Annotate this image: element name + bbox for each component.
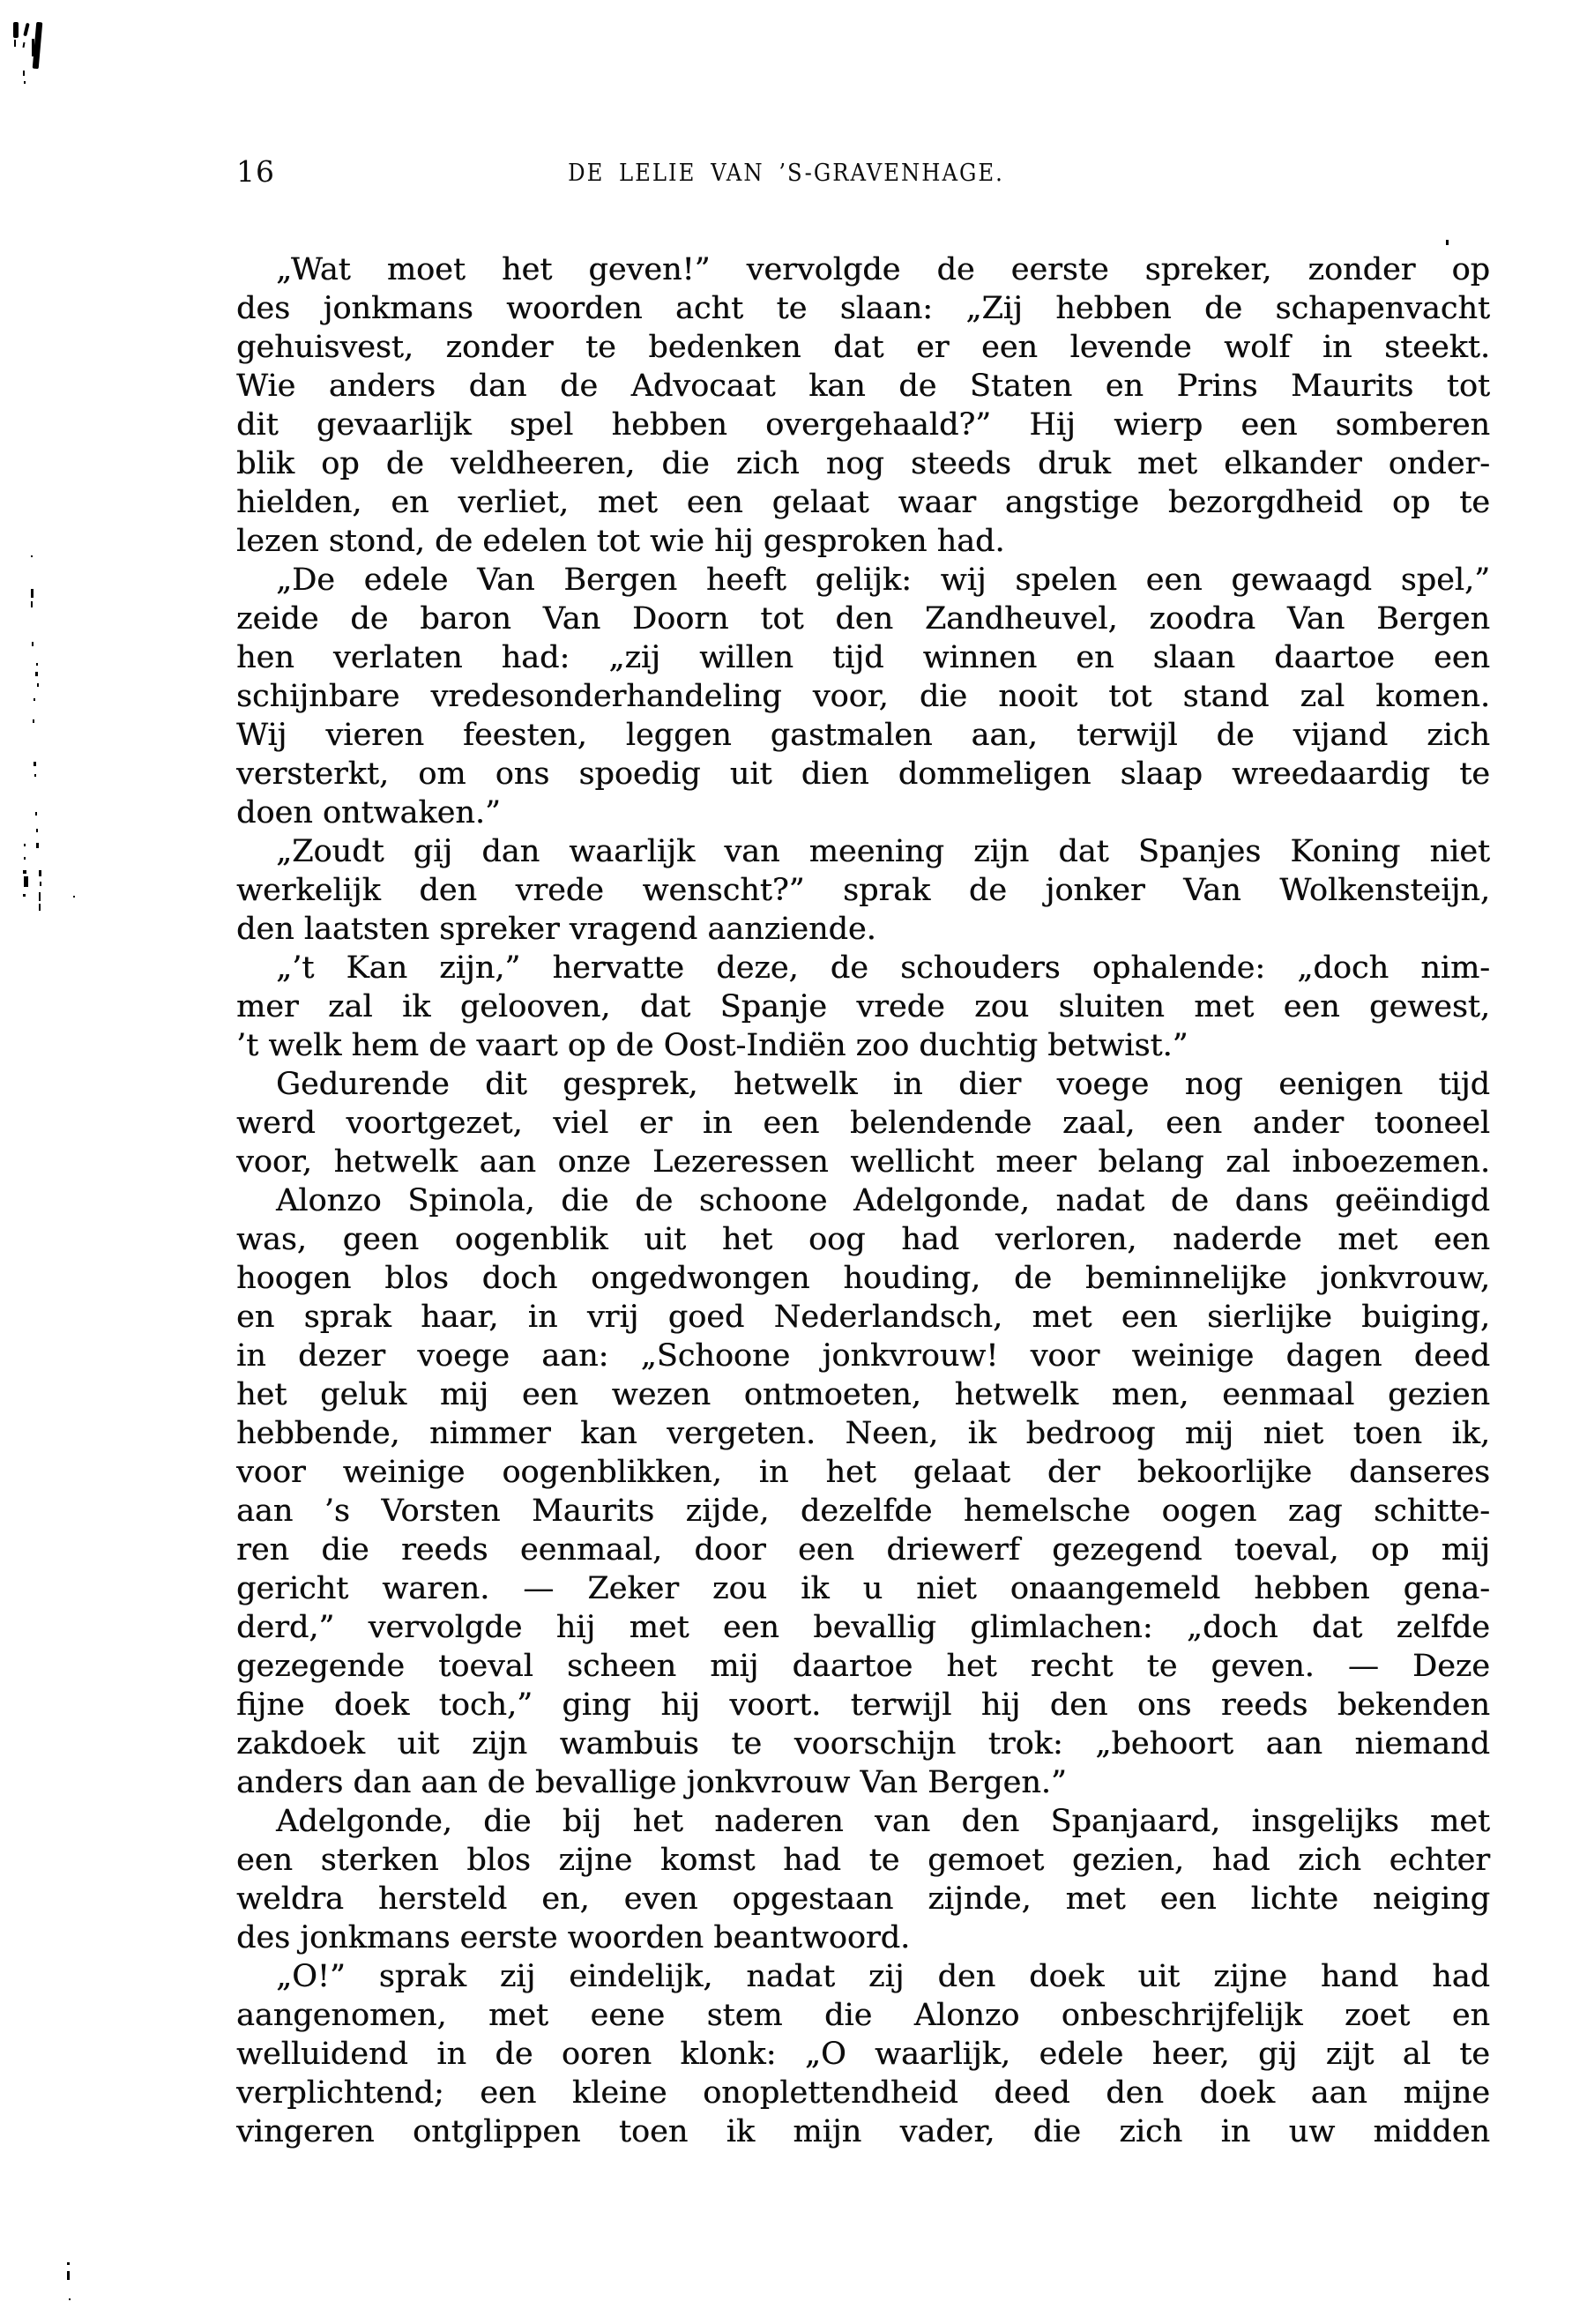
text-line: vingeren ontglippen toen ik mijn vader, die zich in uw midden <box>236 2114 1490 2149</box>
ink-speck <box>1446 240 1449 245</box>
text-line: het geluk mij een wezen ontmoeten, hetwelk men, eenmaal gezien <box>236 1377 1490 1412</box>
text-line: werkelijk den vrede wenscht?” sprak de jonker Van Wolkensteijn, <box>236 873 1490 908</box>
text-line: ’t welk hem de vaart op de Oost-Indiën zoo duchtig betwist.” <box>236 1028 1188 1063</box>
text-line: zeide de baron Van Doorn tot den Zandheuvel, zoodra Van Bergen <box>236 601 1490 637</box>
ink-speck <box>31 601 33 607</box>
text-line: „Wat moet het geven!” vervolgde de eerste spreker, zonder op <box>276 252 1490 287</box>
ink-speck <box>33 719 34 723</box>
text-line: en sprak haar, in vrij goed Nederlandsch, met een sierlijke buiging, <box>236 1300 1490 1335</box>
text-line: lezen stond, de edelen tot wie hij gesproken had. <box>236 524 1005 559</box>
ink-speck <box>35 812 37 816</box>
ink-speck <box>67 2271 70 2280</box>
paragraph <box>236 1065 1490 1181</box>
ink-speck <box>37 683 39 687</box>
paragraph <box>236 561 1490 832</box>
ink-speck <box>39 892 41 901</box>
ink-speck <box>24 844 26 846</box>
text-line: weldra hersteld en, even opgestaan zijnde, met een lichte neiging <box>236 1881 1490 1917</box>
text-line: voor weinige oogenblikken, in het gelaat der bekoorlijke danseres <box>236 1455 1490 1490</box>
text-line: werd voortgezet, viel er in een belendende zaal, een ander tooneel <box>236 1106 1490 1141</box>
text-line: Wij vieren feesten, leggen gastmalen aan, terwijl de vijand zich <box>236 718 1490 753</box>
ink-speck <box>36 663 38 666</box>
text-line: Alonzo Spinola, die de schoone Adelgonde, nadat de dans geëindigd <box>276 1183 1490 1218</box>
ink-speck <box>67 2262 70 2265</box>
ink-speck <box>69 2298 71 2300</box>
text-line: den laatsten spreker vragend aanziende. <box>236 912 876 947</box>
text-line: aan ’s Vorsten Maurits zijde, dezelfde hemelsche oogen zag schitte- <box>236 1493 1490 1529</box>
text-line: schijnbare vredesonderhandeling voor, die nooit tot stand zal komen. <box>236 679 1490 714</box>
ink-speck <box>32 642 34 646</box>
running-head <box>0 154 1572 201</box>
ink-speck <box>23 870 26 874</box>
text-line: Adelgonde, die bij het naderen van den Spanjaard, insgelijks met <box>276 1804 1490 1839</box>
page-number: 16 <box>236 154 275 189</box>
text-line: doen ontwaken.” <box>236 795 501 831</box>
ink-speck <box>31 589 34 598</box>
text-column <box>236 250 1490 2151</box>
text-line: dit gevaarlijk spel hebben overgehaald?” Hij wierp een somberen <box>236 407 1490 443</box>
text-line: mer zal ik gelooven, dat Spanje vrede zou sluiten met een gewest, <box>236 989 1490 1024</box>
text-line: gericht waren. — Zeker zou ik u niet onaangemeld hebben gena- <box>236 1571 1490 1606</box>
paragraph <box>236 949 1490 1065</box>
paragraph <box>236 832 1490 949</box>
ink-speck <box>36 843 39 848</box>
text-line: derd,” vervolgde hij met een bevallig glimlachen: „doch dat zelfde <box>236 1610 1490 1645</box>
ink-speck <box>73 896 75 898</box>
ink-speck <box>36 829 38 832</box>
paragraph <box>236 250 1490 561</box>
text-line: zakdoek uit zijn wambuis te voorschijn trok: „behoort aan niemand <box>236 1726 1490 1762</box>
text-line: voor, hetwelk aan onze Lezeressen wellicht meer belang zal inboezemen. <box>236 1144 1490 1180</box>
ink-speck <box>34 774 36 777</box>
text-line: ren die reeds eenmaal, door een driewerf gezegend toeval, op mij <box>236 1532 1490 1568</box>
text-line: blik op de veldheeren, die zich nog steeds druk met elkander onder- <box>236 446 1490 481</box>
text-line: „O!” sprak zij eindelijk, nadat zij den doek uit zijne hand had <box>276 1959 1490 1994</box>
ink-speck <box>31 555 33 557</box>
running-title: DE LELIE VAN ’S-GRAVENHAGE. <box>568 160 1004 187</box>
text-line: verplichtend; een kleine onoplettendheid deed den doek aan mijne <box>236 2075 1490 2111</box>
ink-speck <box>39 904 41 911</box>
text-line: „Zoudt gij dan waarlijk van meening zijn dat Spanjes Koning niet <box>276 834 1490 869</box>
ink-speck <box>34 762 36 766</box>
ink-speck <box>39 870 41 876</box>
text-line: hoogen blos doch ongedwongen houding, de beminnelijke jonkvrouw, <box>236 1261 1490 1296</box>
text-line: „’t Kan zijn,” hervatte deze, de schouders ophalende: „doch nim- <box>276 950 1490 986</box>
text-line: versterkt, om ons spoedig uit dien dommeligen slaap wreedaardig te <box>236 756 1490 792</box>
text-line: was, geen oogenblik uit het oog had verloren, naderde met een <box>236 1222 1490 1257</box>
text-line: des jonkmans woorden acht te slaan: „Zij hebben de schapenvacht <box>236 291 1490 326</box>
text-line: aangenomen, met eene stem die Alonzo onbeschrijfelijk zoet en <box>236 1998 1490 2033</box>
text-line: gehuisvest, zonder te bedenken dat er een levende wolf in steekt. <box>236 330 1490 365</box>
ink-speck <box>40 882 41 886</box>
text-line: een sterken blos zijne komst had te gemoet gezien, had zich echter <box>236 1843 1490 1878</box>
ink-speck <box>24 857 26 860</box>
text-line: des jonkmans eerste woorden beantwoord. <box>236 1920 911 1955</box>
text-line: hielden, en verliet, met een gelaat waar angstige bezorgdheid op te <box>236 485 1490 520</box>
text-line: hen verlaten had: „zij willen tijd winnen en slaan daartoe een <box>236 640 1490 675</box>
text-line: hebbende, nimmer kan vergeten. Neen, ik bedroog mij niet toen ik, <box>236 1416 1490 1451</box>
text-line: „De edele Van Bergen heeft gelijk: wij spelen een gewaagd spel,” <box>276 562 1490 598</box>
text-line: Wie anders dan de Advocaat kan de Staten en Prins Maurits tot <box>236 369 1490 404</box>
ink-speck <box>23 894 26 897</box>
paragraph <box>236 1181 1490 1802</box>
ink-speck <box>34 698 35 701</box>
text-line: welluidend in de ooren klonk: „O waarlijk, edele heer, gij zijt al te <box>236 2037 1490 2072</box>
paragraph <box>236 1802 1490 1957</box>
ink-speck <box>24 876 28 887</box>
ink-speck <box>35 672 38 676</box>
text-line: fijne doek toch,” ging hij voort. terwijl hij den ons reeds bekenden <box>236 1687 1490 1723</box>
text-line: Gedurende dit gesprek, hetwelk in dier voege nog eenigen tijd <box>276 1067 1490 1102</box>
text-line: anders dan aan de bevallige jonkvrouw Van Bergen.” <box>236 1765 1067 1800</box>
text-line: gezegende toeval scheen mij daartoe het recht te geven. — Deze <box>236 1649 1490 1684</box>
paragraph <box>236 1957 1490 2151</box>
text-line: in dezer voege aan: „Schoone jonkvrouw! voor weinige dagen deed <box>236 1338 1490 1374</box>
